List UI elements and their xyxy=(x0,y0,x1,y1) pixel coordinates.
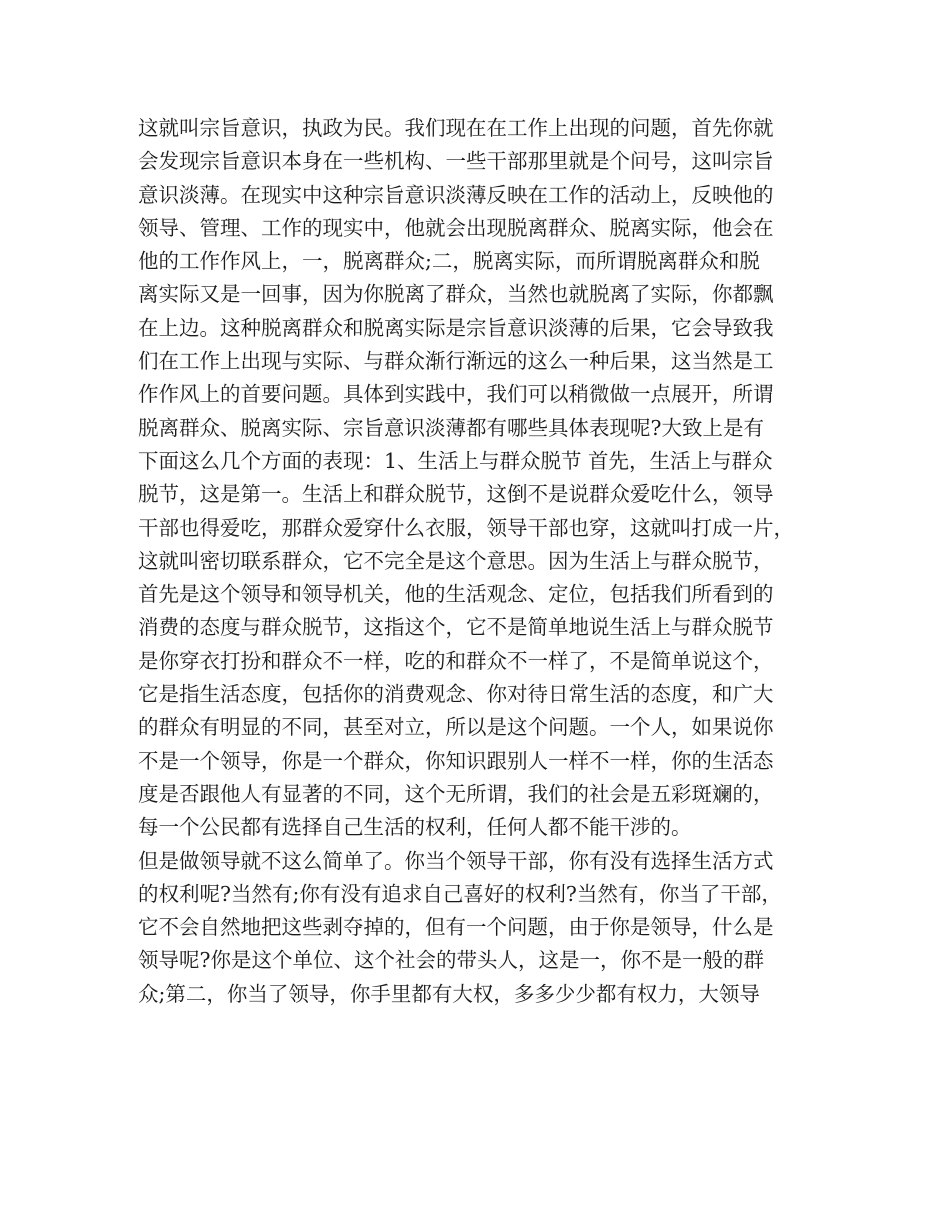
text-line: 会发现宗旨意识本身在一些机构、一些干部那里就是个问号，这叫宗旨 xyxy=(138,149,774,174)
text-line: 不是一个领导，你是一个群众，你知识跟别人一样不一样，你的生活态 xyxy=(138,748,774,773)
text-line: 的群众有明显的不同，甚至对立，所以是这个问题。一个人，如果说你 xyxy=(138,715,774,740)
text-line: 干部也得爱吃，那群众爱穿什么衣服，领导干部也穿，这就叫打成一片， xyxy=(138,515,794,540)
text-line: 领导呢?你是这个单位、这个社会的带头人，这是一，你不是一般的群 xyxy=(138,948,764,973)
text-line: 们在工作上出现与实际、与群众渐行渐远的这么一种后果，这当然是工 xyxy=(138,349,774,374)
text-line: 它不会自然地把这些剥夺掉的，但有一个问题，由于你是领导，什么是 xyxy=(138,915,774,940)
text-line: 这就叫宗旨意识，执政为民。我们现在在工作上出现的问题，首先你就 xyxy=(138,116,774,140)
text-line: 脱离群众、脱离实际、宗旨意识淡薄都有哪些具体表现呢?大致上是有 xyxy=(138,415,764,440)
text-line: 作作风上的首要问题。具体到实践中，我们可以稍微做一点展开，所谓 xyxy=(138,382,774,407)
text-line: 脱节，这是第一。生活上和群众脱节，这倒不是说群众爱吃什么，领导 xyxy=(138,482,774,507)
text-line: 下面这么几个方面的表现：1、生活上与群众脱节 首先，生活上与群众 xyxy=(138,448,773,473)
text-line: 但是做领导就不这么简单了。你当个领导干部，你有没有选择生活方式 xyxy=(138,848,774,873)
text-line: 度是否跟他人有显著的不同，这个无所谓，我们的社会是五彩斑斓的， xyxy=(138,781,774,806)
text-line: 众;第二，你当了领导，你手里都有大权，多多少少都有权力，大领导 xyxy=(138,981,760,1006)
text-line: 领导、管理、工作的现实中，他就会出现脱离群众、脱离实际，他会在 xyxy=(138,215,774,240)
text-line: 它是指生活态度，包括你的消费观念、你对待日常生活的态度，和广大 xyxy=(138,682,774,707)
body-text xyxy=(138,112,828,1011)
text-line: 在上边。这种脱离群众和脱离实际是宗旨意识淡薄的后果，它会导致我 xyxy=(138,315,774,340)
text-line: 的权利呢?当然有;你有没有追求自己喜好的权利?当然有，你当了干部， xyxy=(138,881,782,906)
text-line: 是你穿衣打扮和群众不一样，吃的和群众不一样了，不是简单说这个， xyxy=(138,648,774,673)
text-line: 消费的态度与群众脱节，这指这个，它不是简单地说生活上与群众脱节 xyxy=(138,615,774,640)
text-line: 首先是这个领导和领导机关，他的生活观念、定位，包括我们所看到的 xyxy=(138,582,774,607)
text-line: 这就叫密切联系群众，它不完全是这个意思。因为生活上与群众脱节， xyxy=(138,548,774,573)
text-line: 意识淡薄。在现实中这种宗旨意识淡薄反映在工作的活动上，反映他的 xyxy=(138,182,774,207)
text-line: 他的工作作风上，一，脱离群众;二，脱离实际，而所谓脱离群众和脱 xyxy=(138,249,760,274)
text-line: 离实际又是一回事，因为你脱离了群众，当然也就脱离了实际，你都飘 xyxy=(138,282,774,307)
text-line: 每一个公民都有选择自己生活的权利，任何人都不能干涉的。 xyxy=(138,815,692,840)
